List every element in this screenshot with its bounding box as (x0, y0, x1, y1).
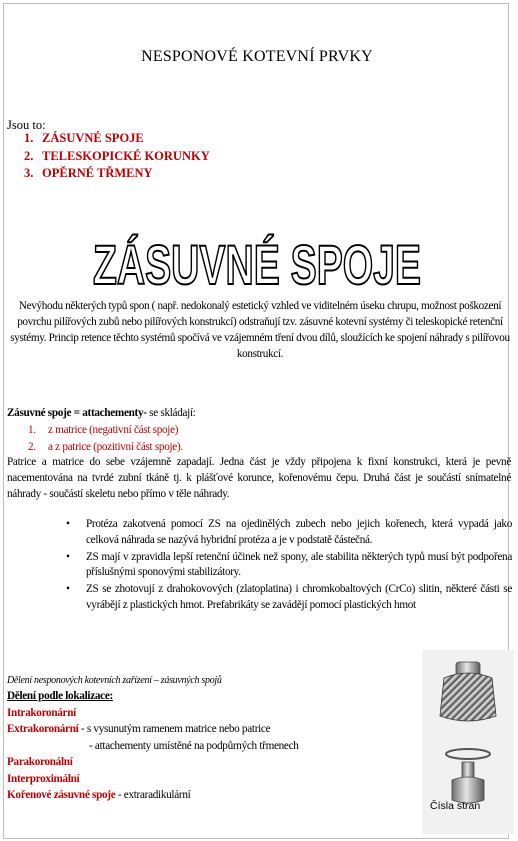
types-list (24, 130, 210, 183)
page-title: NESPONOVÉ KOTEVNÍ PRVKY (141, 48, 373, 65)
list-label: z matrice (negativní část spoje) (48, 424, 179, 436)
list-number: 2. (28, 440, 36, 453)
bullet-text: Protéza zakotvená pomocí ZS na ojedinělých zubech nebo jejich kořenech, která vypadá jako celková náhrada se nazývá hybridní protéza a je v podstatě částečná. (86, 518, 512, 546)
definition-line (7, 407, 196, 419)
list-label: ZÁSUVNÉ SPOJE (42, 131, 144, 145)
list-item (24, 130, 210, 148)
intro-text: Jsou to: (7, 118, 46, 132)
definition-term: Zásuvné spoje = attachementy- (7, 407, 147, 419)
bullet-item (66, 582, 512, 613)
division-heading: Dělení podle lokalizace: (7, 690, 113, 702)
division-root-desc: - extraradikulární (115, 789, 191, 801)
division-list (7, 688, 299, 804)
bullet-text: ZS mají v zpravidla lepší retenční účinek než spony, ale stabilita některých typů musí být podpořena příslušnými sponovými stabilizátory. (86, 550, 512, 578)
list-label: a z patrice (pozitivní část spoje). (48, 440, 183, 453)
division-extra-row (7, 721, 299, 738)
list-item (24, 148, 210, 166)
list-item (28, 439, 183, 456)
list-number: 3. (24, 166, 34, 180)
parts-list (28, 422, 183, 455)
bullet-item (66, 550, 512, 581)
definition-rest: se skládají: (146, 407, 196, 419)
bullet-list (66, 517, 512, 615)
list-label: TELESKOPICKÉ KORUNKY (42, 148, 210, 163)
bullet-icon: • (66, 550, 70, 563)
page-number-label: Čísla stran (430, 800, 481, 812)
bullet-text: ZS se zhotovují z drahokovových (zlatoplatina) i chromkobaltových (CrCo) slitin, některé části se vyrábějí z plastických hmot. Prefabrikáty se zavádějí pomocí plastických hmot (86, 583, 512, 611)
division-intra: Intrakoronární (7, 706, 76, 719)
list-number: 2. (24, 148, 34, 163)
division-caption: Dělení nesponových kotevních zařízení – zásuvných spojů (7, 675, 222, 686)
list-label: OPĚRNÉ TŘMENY (42, 166, 153, 180)
division-inter: Interproximální (7, 772, 80, 785)
intro-paragraph: Nevýhodu některých typů spon ( např. nedokonalý estetický vzhled ve viditelném úseku chrupu, možnost poškození povrchu pilířových zubů nebo pilířových konstrukcí) odstraňují tzv. zásuvné kotevní systémy či teleskopické retenční systémy. Princip retence těchto systémů spočívá ve vzájemném tření dvou dílů, sloužících ke spojení náhrady s pilířovou konstrukcí. (10, 300, 510, 360)
bullet-icon: • (66, 583, 70, 595)
division-extra-desc1: - s vysunutým ramenem matrice nebo patrice (78, 723, 271, 735)
division-para: Parakoronální (7, 756, 73, 768)
list-item (28, 422, 183, 439)
division-extra: Extrakoronární (7, 723, 79, 735)
division-root: Kořenové zásuvné spoje (7, 789, 116, 801)
list-number: 1. (24, 131, 34, 145)
list-item (24, 165, 210, 183)
wordart-text: ZÁSUVNÉ SPOJE (93, 233, 421, 296)
bullet-item (66, 517, 512, 548)
list-number: 1. (28, 424, 36, 436)
division-root-row (7, 787, 299, 804)
division-extra-desc2: - attachementy umístěné na podpůrných třmenech (89, 739, 299, 752)
body-paragraph: Patrice a matrice do sebe vzájemně zapadají. Jedna část je vždy připojena k fixní konstrukci, která je pevně nacementována na tvrdé zubní tkáně tj. k plášťové korunce, kořenovému čepu. Druhá část je součástí snímatelné náhrady - součástí skeletu nebo přímo v těle náhrady. (7, 456, 511, 500)
wordart-heading (87, 230, 427, 296)
document-page (3, 3, 512, 839)
bullet-icon: • (66, 518, 70, 530)
section-heading-art (4, 230, 510, 296)
